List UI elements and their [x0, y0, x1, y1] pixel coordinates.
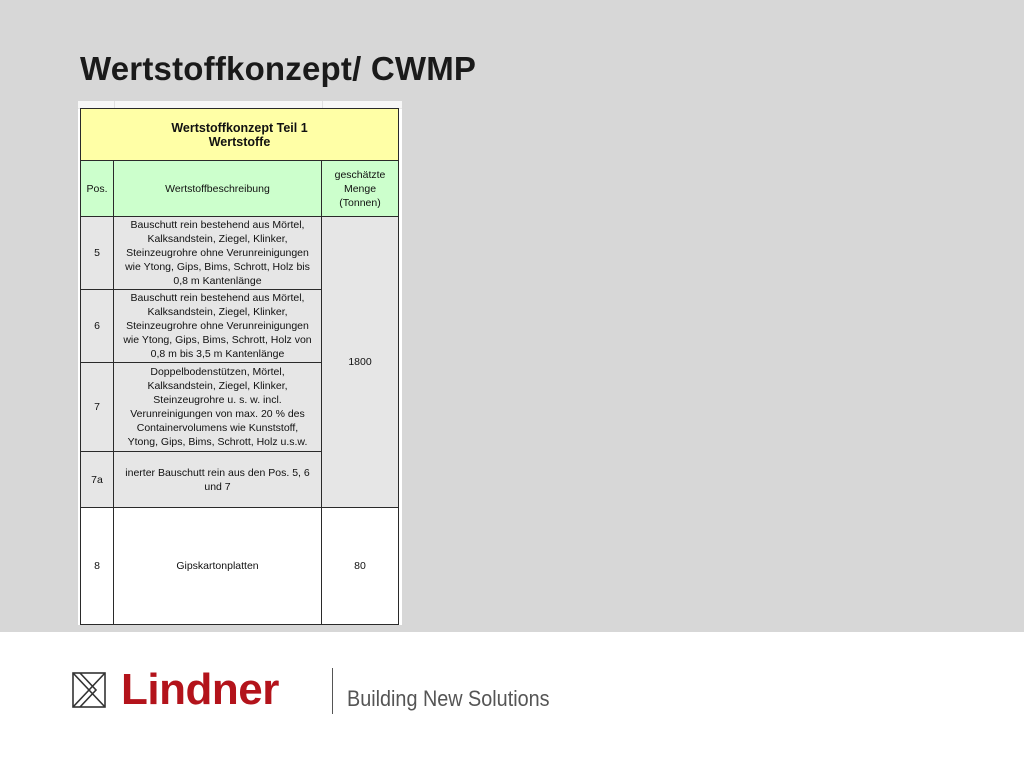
desc-line: 0,8 m bis 3,5 m Kantenlänge [150, 348, 285, 360]
row-pos: 6 [81, 290, 114, 363]
desc-line: und 7 [204, 480, 231, 493]
col-header-qty [322, 161, 399, 217]
desc-line: Steinzeugrohre ohne Verunreinigungen [126, 320, 309, 332]
lindner-logo-icon [72, 672, 106, 708]
table-header [81, 109, 399, 161]
desc-line: wie Ytong, Gips, Bims, Schrott, Holz bis [125, 261, 310, 273]
row-pos: 7 [81, 363, 114, 452]
spreadsheet-image [78, 101, 402, 625]
col-header-qty-line: geschätzte [334, 168, 386, 181]
desc-line: Ytong, Gips, Bims, Schrott, Holz u.s.w. [127, 436, 308, 448]
row-desc [114, 290, 322, 363]
table-header-title: Wertstoffkonzept Teil 1 [171, 120, 308, 135]
col-header-qty-line: (Tonnen) [339, 196, 381, 209]
row-desc [114, 363, 322, 452]
desc-line: Gipskartonplatten [176, 560, 259, 572]
row-pos: 7a [81, 452, 114, 508]
desc-line: Kalksandstein, Ziegel, Klinker, [147, 306, 288, 318]
desc-line: 0,8 m Kantenlänge [173, 275, 262, 287]
slide-title: Wertstoffkonzept/ CWMP [80, 50, 477, 87]
table-row [81, 217, 399, 290]
row-pos: 8 [81, 508, 114, 625]
row-desc [114, 508, 322, 625]
brand-name: Lindner [121, 665, 279, 714]
row-desc [114, 217, 322, 290]
row-qty: 80 [322, 508, 399, 625]
desc-line: Kalksandstein, Ziegel, Klinker, [147, 233, 288, 245]
desc-line: Kalksandstein, Ziegel, Klinker, [147, 380, 288, 392]
row-qty-merged: 1800 [322, 217, 399, 508]
desc-line: Bauschutt rein bestehend aus Mörtel, [130, 292, 305, 304]
desc-line: wie Ytong, Gips, Bims, Schrott, Holz von [123, 334, 312, 346]
waste-table [80, 108, 399, 625]
col-header-desc: Wertstoffbeschreibung [114, 161, 322, 217]
col-header-qty-line: Menge [343, 182, 377, 195]
desc-line: Steinzeugrohre ohne Verunreinigungen [126, 247, 309, 259]
row-pos: 5 [81, 217, 114, 290]
desc-line: Bauschutt rein bestehend aus Mörtel, [130, 219, 305, 231]
table-row [81, 508, 399, 625]
desc-line: Steinzeugrohre u. s. w. incl. [153, 394, 282, 406]
column-divider [322, 101, 323, 108]
desc-line: Doppelbodenstützen, Mörtel, [150, 366, 285, 378]
logo-divider [332, 668, 333, 714]
table-header-subtitle: Wertstoffe [208, 134, 271, 149]
desc-line: Verunreinigungen von max. 20 % des [130, 408, 305, 420]
col-header-pos: Pos. [81, 161, 114, 217]
row-desc [114, 452, 322, 508]
brand-tagline: Building New Solutions [347, 686, 550, 711]
desc-line: Containervolumens wie Kunststoff, [136, 422, 299, 434]
desc-line: inerter Bauschutt rein aus den Pos. 5, 6 [125, 466, 310, 479]
column-divider [114, 101, 115, 108]
